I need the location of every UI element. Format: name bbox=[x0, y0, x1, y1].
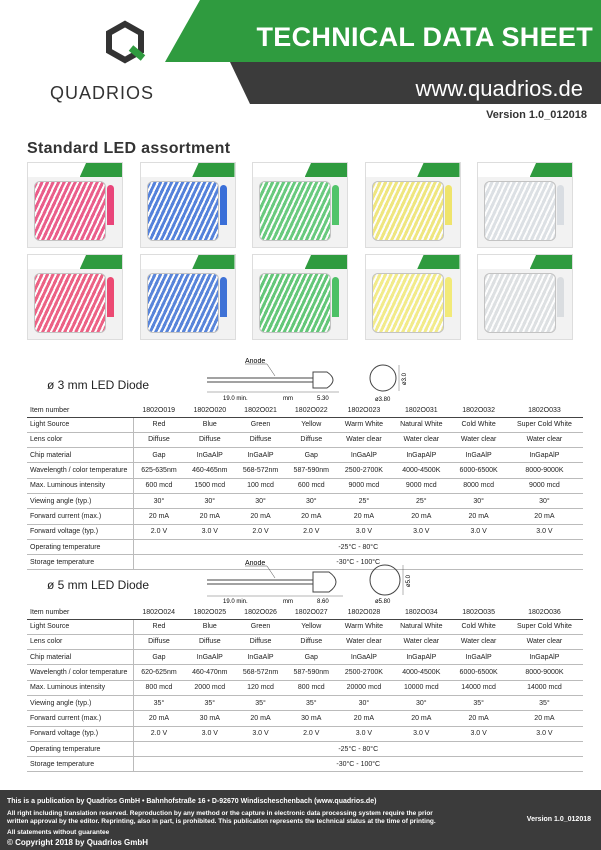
item-number-row bbox=[27, 606, 583, 619]
led-box bbox=[484, 181, 556, 241]
table-row bbox=[27, 432, 583, 447]
footer-version: Version 1.0_012018 bbox=[526, 816, 591, 823]
table-cell: 20 mA bbox=[235, 711, 286, 726]
table-cell: Gap bbox=[286, 650, 337, 665]
item-number: 1802O028 bbox=[337, 606, 392, 619]
table-row bbox=[27, 726, 583, 741]
table-cell: Natural White bbox=[391, 417, 451, 432]
version-label: Version 1.0_012018 bbox=[486, 109, 587, 121]
row-label: Chip material bbox=[27, 448, 133, 463]
footer-rights-2: written approval by the editor. Reprinting, also in part, is prohibited. This publication represents the technical status at the time of printing. bbox=[7, 818, 436, 825]
table-cell: 2.0 V bbox=[286, 726, 337, 741]
table-cell: 2000 mcd bbox=[184, 680, 235, 695]
table-cell: 14000 mcd bbox=[451, 680, 505, 695]
table-cell: Gap bbox=[133, 650, 184, 665]
table-cell: Gap bbox=[286, 448, 337, 463]
led-box bbox=[34, 181, 106, 241]
table-cell: Diffuse bbox=[184, 634, 235, 649]
header bbox=[0, 0, 601, 130]
product-image bbox=[27, 162, 123, 248]
table-cell: Water clear bbox=[391, 634, 451, 649]
table-cell: Water clear bbox=[337, 634, 392, 649]
quadrios-logo-icon bbox=[95, 20, 155, 64]
card-label bbox=[530, 163, 572, 177]
table-cell: InGapAlP bbox=[391, 650, 451, 665]
table-cell: 3.0 V bbox=[506, 524, 583, 539]
table-cell: Yellow bbox=[286, 417, 337, 432]
card-label bbox=[305, 163, 347, 177]
table-row bbox=[27, 463, 583, 478]
sample-led bbox=[220, 185, 227, 225]
table-row bbox=[27, 695, 583, 710]
row-label: Viewing angle (typ.) bbox=[27, 695, 133, 710]
table-cell: 20 mA bbox=[451, 711, 505, 726]
table-cell: InGapAlP bbox=[391, 448, 451, 463]
led3-unit-label: mm bbox=[283, 396, 293, 402]
operating-temp-value: -25°C - 80°C bbox=[133, 741, 583, 756]
table-cell: Green bbox=[235, 619, 286, 634]
item-number: 1802O033 bbox=[506, 404, 583, 417]
table-cell: Blue bbox=[184, 417, 235, 432]
table-cell: 30° bbox=[337, 695, 392, 710]
table-cell: 600 mcd bbox=[133, 478, 184, 493]
table-cell: Diffuse bbox=[286, 634, 337, 649]
product-image bbox=[252, 254, 348, 340]
table-cell: 10000 mcd bbox=[391, 680, 451, 695]
table-cell: Diffuse bbox=[235, 432, 286, 447]
table-cell: 100 mcd bbox=[235, 478, 286, 493]
item-number: 1802O036 bbox=[506, 606, 583, 619]
item-number: 1802O023 bbox=[337, 404, 392, 417]
table-cell: 30° bbox=[286, 493, 337, 508]
sample-led bbox=[445, 185, 452, 225]
row-label: Storage temperature bbox=[27, 555, 133, 570]
led5-title: ø 5 mm LED Diode bbox=[47, 578, 150, 592]
table-cell: 2500-2700K bbox=[337, 463, 392, 478]
table-cell: 2.0 V bbox=[133, 726, 184, 741]
item-number: 1802O022 bbox=[286, 404, 337, 417]
table-cell: 1500 mcd bbox=[184, 478, 235, 493]
product-image bbox=[365, 254, 461, 340]
product-image bbox=[140, 254, 236, 340]
table-cell: 30° bbox=[506, 493, 583, 508]
table-row bbox=[27, 619, 583, 634]
sample-led bbox=[332, 277, 339, 317]
table-cell: 35° bbox=[506, 695, 583, 710]
table-cell: 30 mA bbox=[184, 711, 235, 726]
row-label: Operating temperature bbox=[27, 539, 133, 554]
page-title: TECHNICAL DATA SHEET bbox=[256, 22, 593, 52]
led-box bbox=[372, 273, 444, 333]
footer-rights-1: All right including translation reserved. Reproduction by any method or the capture in electronic data processing system require the prior bbox=[7, 810, 433, 817]
table-cell: 20 mA bbox=[286, 509, 337, 524]
logo-text: QUADRIOS bbox=[50, 83, 155, 103]
table-cell: 20 mA bbox=[506, 509, 583, 524]
table-cell: 568-572nm bbox=[235, 665, 286, 680]
table-cell: Cold White bbox=[451, 417, 505, 432]
card-label bbox=[192, 163, 234, 177]
table-cell: Water clear bbox=[337, 432, 392, 447]
table-cell: 800 mcd bbox=[286, 680, 337, 695]
row-label: Forward voltage (typ.) bbox=[27, 524, 133, 539]
led5-spec-table bbox=[27, 606, 583, 772]
table-cell: 6000-6500K bbox=[451, 665, 505, 680]
table-cell: Cold White bbox=[451, 619, 505, 634]
table-cell: 30° bbox=[184, 493, 235, 508]
led-box bbox=[484, 273, 556, 333]
table-cell: 3.0 V bbox=[235, 726, 286, 741]
row-label: Storage temperature bbox=[27, 757, 133, 772]
led5-unit-label: mm bbox=[283, 599, 293, 605]
led3-length-label: 19.0 min. bbox=[223, 396, 248, 402]
row-label: Lens color bbox=[27, 634, 133, 649]
table-cell: 20 mA bbox=[337, 711, 392, 726]
table-cell: 30° bbox=[235, 493, 286, 508]
table-cell: Warm White bbox=[337, 417, 392, 432]
operating-temp-row bbox=[27, 741, 583, 756]
table-cell: 20000 mcd bbox=[337, 680, 392, 695]
led3-dimension-drawing bbox=[205, 358, 425, 404]
led3-diameter-label: ø3.80 bbox=[375, 397, 391, 403]
table-cell: 6000-6500K bbox=[451, 463, 505, 478]
table-cell: Diffuse bbox=[286, 432, 337, 447]
row-label: Light Source bbox=[27, 417, 133, 432]
led-box bbox=[259, 181, 331, 241]
led3-spec-table bbox=[27, 404, 583, 570]
table-cell: 35° bbox=[184, 695, 235, 710]
table-row bbox=[27, 665, 583, 680]
led5-length-label: 19.0 min. bbox=[223, 599, 248, 605]
table-row bbox=[27, 650, 583, 665]
table-row bbox=[27, 634, 583, 649]
table-cell: 3.0 V bbox=[337, 726, 392, 741]
item-number: 1802O024 bbox=[133, 606, 184, 619]
table-cell: 30° bbox=[451, 493, 505, 508]
row-label: Light Source bbox=[27, 619, 133, 634]
table-cell: InGaAlP bbox=[451, 448, 505, 463]
table-cell: 20 mA bbox=[337, 509, 392, 524]
table-cell: 800 mcd bbox=[133, 680, 184, 695]
website-url[interactable]: www.quadrios.de bbox=[415, 76, 583, 101]
table-cell: 20 mA bbox=[184, 509, 235, 524]
table-cell: 3.0 V bbox=[391, 726, 451, 741]
product-image bbox=[477, 162, 573, 248]
led-box bbox=[259, 273, 331, 333]
card-label bbox=[80, 163, 122, 177]
quadrios-logo bbox=[40, 20, 200, 103]
table-cell: 2.0 V bbox=[235, 524, 286, 539]
led5-side-label: ø5.0 bbox=[406, 574, 412, 587]
table-cell: Diffuse bbox=[133, 432, 184, 447]
table-cell: 25° bbox=[337, 493, 392, 508]
row-label: Wavelength / color temperature bbox=[27, 463, 133, 478]
table-cell: 2.0 V bbox=[286, 524, 337, 539]
sample-led bbox=[220, 277, 227, 317]
table-cell: 4000-4500K bbox=[391, 665, 451, 680]
row-label: Forward current (max.) bbox=[27, 711, 133, 726]
led3-anode-label: Anode bbox=[245, 358, 266, 365]
table-cell: 20 mA bbox=[133, 509, 184, 524]
table-cell: 9000 mcd bbox=[506, 478, 583, 493]
table-cell: 460-465nm bbox=[184, 463, 235, 478]
table-cell: 35° bbox=[235, 695, 286, 710]
item-number: 1802O026 bbox=[235, 606, 286, 619]
led-box bbox=[147, 273, 219, 333]
row-label: Operating temperature bbox=[27, 741, 133, 756]
table-cell: 9000 mcd bbox=[337, 478, 392, 493]
sample-led bbox=[557, 277, 564, 317]
table-cell: Diffuse bbox=[133, 634, 184, 649]
card-label bbox=[417, 163, 459, 177]
card-label bbox=[417, 255, 459, 269]
table-cell: Yellow bbox=[286, 619, 337, 634]
product-image bbox=[252, 162, 348, 248]
table-cell: 20 mA bbox=[506, 711, 583, 726]
table-cell: 20 mA bbox=[451, 509, 505, 524]
table-cell: 4000-4500K bbox=[391, 463, 451, 478]
table-cell: Diffuse bbox=[184, 432, 235, 447]
table-cell: InGaAlP bbox=[337, 448, 392, 463]
row-label: Wavelength / color temperature bbox=[27, 665, 133, 680]
row-label: Chip material bbox=[27, 650, 133, 665]
table-cell: 3.0 V bbox=[451, 524, 505, 539]
table-cell: Water clear bbox=[506, 432, 583, 447]
footer-publisher: This is a publication by Quadrios GmbH • Bahnhofstraße 16 • D-92670 Windischeschenbach (www.quadrios.de) bbox=[7, 798, 377, 805]
table-cell: 35° bbox=[286, 695, 337, 710]
table-cell: 120 mcd bbox=[235, 680, 286, 695]
row-label: Lens color bbox=[27, 432, 133, 447]
table-cell: Super Cold White bbox=[506, 619, 583, 634]
table-cell: 568-572nm bbox=[235, 463, 286, 478]
table-cell: InGaAlP bbox=[184, 448, 235, 463]
item-number-label: Item number bbox=[27, 404, 133, 417]
led5-anode-label: Anode bbox=[245, 560, 266, 567]
row-label: Forward voltage (typ.) bbox=[27, 726, 133, 741]
footer-copyright: © Copyright 2018 by Quadrios GmbH bbox=[7, 838, 149, 847]
sample-led bbox=[107, 185, 114, 225]
table-row bbox=[27, 448, 583, 463]
table-row bbox=[27, 478, 583, 493]
sample-led bbox=[557, 185, 564, 225]
storage-temp-row bbox=[27, 757, 583, 772]
led-box bbox=[34, 273, 106, 333]
card-label bbox=[192, 255, 234, 269]
led5-body-label: 8.60 bbox=[317, 599, 329, 605]
item-number: 1802O031 bbox=[391, 404, 451, 417]
sample-led bbox=[107, 277, 114, 317]
item-number: 1802O034 bbox=[391, 606, 451, 619]
table-cell: Water clear bbox=[451, 634, 505, 649]
table-cell: 620-625nm bbox=[133, 665, 184, 680]
card-label bbox=[305, 255, 347, 269]
sample-led bbox=[445, 277, 452, 317]
table-cell: 3.0 V bbox=[451, 726, 505, 741]
table-cell: Red bbox=[133, 619, 184, 634]
table-cell: 460-470nm bbox=[184, 665, 235, 680]
section-title: Standard LED assortment bbox=[27, 140, 231, 157]
item-number: 1802O035 bbox=[451, 606, 505, 619]
table-cell: 3.0 V bbox=[506, 726, 583, 741]
operating-temp-row bbox=[27, 539, 583, 554]
table-cell: 20 mA bbox=[391, 711, 451, 726]
table-cell: Blue bbox=[184, 619, 235, 634]
table-row bbox=[27, 509, 583, 524]
table-cell: InGapAlP bbox=[506, 448, 583, 463]
table-cell: 35° bbox=[451, 695, 505, 710]
table-cell: InGaAlP bbox=[235, 650, 286, 665]
table-cell: Green bbox=[235, 417, 286, 432]
table-cell: Warm White bbox=[337, 619, 392, 634]
item-number-label: Item number bbox=[27, 606, 133, 619]
table-cell: 3.0 V bbox=[184, 726, 235, 741]
led-box bbox=[147, 181, 219, 241]
table-cell: 35° bbox=[133, 695, 184, 710]
table-row bbox=[27, 711, 583, 726]
led3-body-label: 5.30 bbox=[317, 396, 329, 402]
table-cell: 2500-2700K bbox=[337, 665, 392, 680]
led3-title: ø 3 mm LED Diode bbox=[47, 378, 150, 392]
table-cell: 8000-9000K bbox=[506, 665, 583, 680]
table-cell: Gap bbox=[133, 448, 184, 463]
footer-guarantee: All statements without guarantee bbox=[7, 829, 110, 836]
table-cell: 3.0 V bbox=[337, 524, 392, 539]
table-cell: 20 mA bbox=[133, 711, 184, 726]
product-image bbox=[140, 162, 236, 248]
table-cell: 2.0 V bbox=[133, 524, 184, 539]
table-cell: 587-590nm bbox=[286, 463, 337, 478]
table-cell: 625-635nm bbox=[133, 463, 184, 478]
table-cell: 600 mcd bbox=[286, 478, 337, 493]
led5-diameter-label: ø5.80 bbox=[375, 599, 391, 605]
table-cell: 14000 mcd bbox=[506, 680, 583, 695]
table-cell: Water clear bbox=[506, 634, 583, 649]
table-cell: 20 mA bbox=[391, 509, 451, 524]
row-label: Max. Luminous intensity bbox=[27, 680, 133, 695]
table-row bbox=[27, 417, 583, 432]
led5-dimension-drawing bbox=[205, 560, 425, 606]
table-cell: 25° bbox=[391, 493, 451, 508]
item-number: 1802O019 bbox=[133, 404, 184, 417]
table-cell: 3.0 V bbox=[391, 524, 451, 539]
table-cell: InGaAlP bbox=[337, 650, 392, 665]
row-label: Max. Luminous intensity bbox=[27, 478, 133, 493]
table-row bbox=[27, 524, 583, 539]
table-cell: 9000 mcd bbox=[391, 478, 451, 493]
table-cell: 3.0 V bbox=[184, 524, 235, 539]
table-row bbox=[27, 680, 583, 695]
product-image bbox=[27, 254, 123, 340]
item-number: 1802O025 bbox=[184, 606, 235, 619]
sample-led bbox=[332, 185, 339, 225]
table-cell: Super Cold White bbox=[506, 417, 583, 432]
item-number: 1802O021 bbox=[235, 404, 286, 417]
row-label: Forward current (max.) bbox=[27, 509, 133, 524]
footer bbox=[0, 790, 601, 850]
row-label: Viewing angle (typ.) bbox=[27, 493, 133, 508]
table-cell: Natural White bbox=[391, 619, 451, 634]
led-box bbox=[372, 181, 444, 241]
table-row bbox=[27, 493, 583, 508]
item-number-row bbox=[27, 404, 583, 417]
item-number: 1802O020 bbox=[184, 404, 235, 417]
table-cell: 8000 mcd bbox=[451, 478, 505, 493]
table-cell: Water clear bbox=[391, 432, 451, 447]
table-cell: InGaAlP bbox=[451, 650, 505, 665]
card-label bbox=[80, 255, 122, 269]
table-cell: InGaAlP bbox=[184, 650, 235, 665]
table-cell: 20 mA bbox=[235, 509, 286, 524]
table-cell: 30° bbox=[133, 493, 184, 508]
table-cell: 30 mA bbox=[286, 711, 337, 726]
storage-temp-value: -30°C - 100°C bbox=[133, 757, 583, 772]
table-cell: Diffuse bbox=[235, 634, 286, 649]
product-image bbox=[365, 162, 461, 248]
storage-temp-value: -30°C - 100°C bbox=[133, 555, 583, 570]
table-cell: Red bbox=[133, 417, 184, 432]
item-number: 1802O027 bbox=[286, 606, 337, 619]
item-number: 1802O032 bbox=[451, 404, 505, 417]
led3-side-label: ø3.0 bbox=[402, 372, 408, 385]
table-cell: 587-590nm bbox=[286, 665, 337, 680]
table-cell: InGapAlP bbox=[506, 650, 583, 665]
table-cell: InGaAlP bbox=[235, 448, 286, 463]
card-label bbox=[530, 255, 572, 269]
operating-temp-value: -25°C - 80°C bbox=[133, 539, 583, 554]
table-cell: 8000-9000K bbox=[506, 463, 583, 478]
table-cell: 30° bbox=[391, 695, 451, 710]
table-cell: Water clear bbox=[451, 432, 505, 447]
product-image bbox=[477, 254, 573, 340]
product-image-grid bbox=[27, 162, 587, 348]
